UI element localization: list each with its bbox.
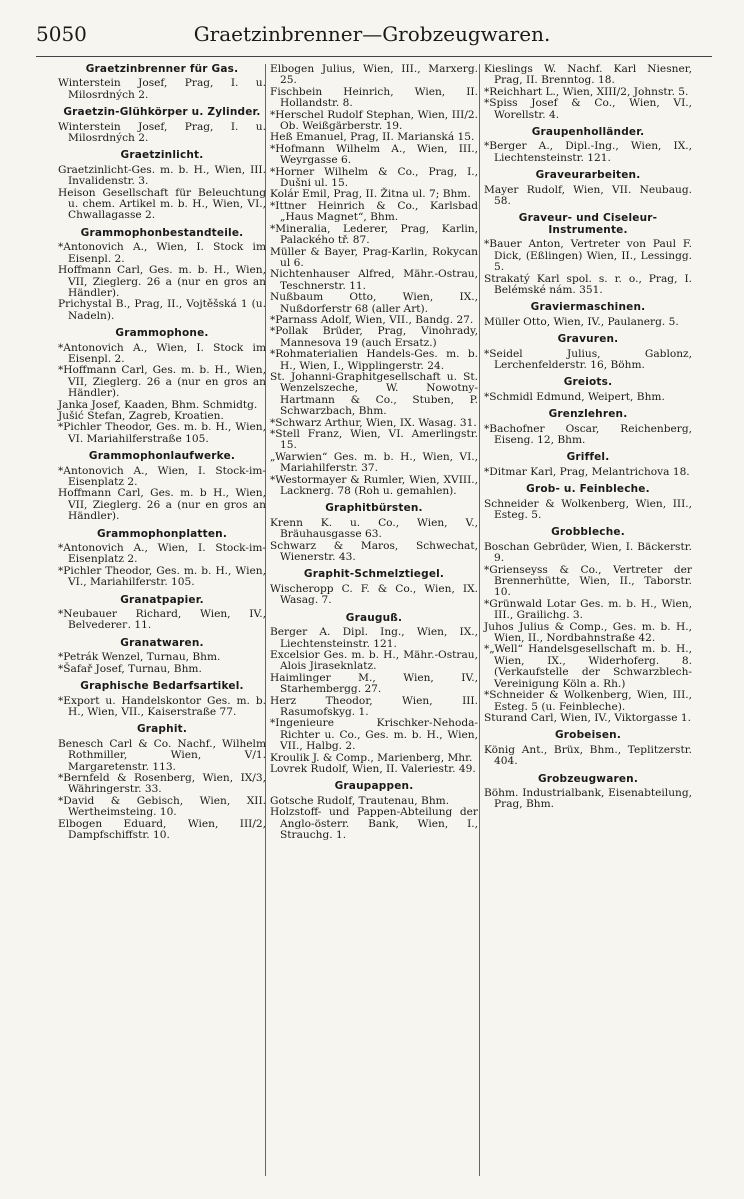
section-heading: Grobeisen. [554,729,622,742]
directory-entry: *Schwarz Arthur, Wien, IX. Wasag. 31. [270,416,477,429]
column-1 [58,64,266,841]
directory-entry: Herz Theodor, Wien, III. Rasumofskyg. 1. [270,694,478,718]
section-heading: Grob- u. Feinbleche. [526,483,650,496]
section-heading: Graphit. [136,723,188,736]
directory-entry: St. Johanni-Graphitgesellschaft u. St. Wenzelszeche, W. Nowotny-Hartmann & Co., Stuben, P. Schwarzbach, Bhm. [270,370,478,418]
section-heading: Grammophone. [115,327,209,340]
directory-entry: *Hofmann Wilhelm A., Wien, III., Weyrgasse 6. [270,142,478,167]
section-heading: Graetzin-Glühkörper u. Zylinder. [63,106,261,119]
section-heading: Graphitbürsten. [325,502,423,515]
directory-entry: *Antonovich A., Wien, I. Stock im Eisenpl. 2. [58,241,266,265]
directory-entry: *Horner Wilhelm & Co., Prag, I., Dušni ul. 15. [270,165,478,190]
section-heading: Graupenholländer. [531,126,645,139]
directory-entry: *Grienseyss & Co., Vertreter der Brennerhütte, Wien, II., Taborstr. 10. [484,563,692,599]
directory-entry: „Warwien“ Ges. m. b. H., Wien, VI., Mariahilferstr. 37. [270,450,478,475]
directory-entry: Mayer Rudolf, Wien, VII. Neubaug. 58. [484,183,692,208]
directory-entry: Wischeropp C. F. & Co., Wien, IX. Wasag. 7. [270,582,478,607]
directory-entry: Heß Emanuel, Prag, II. Marianská 15. [270,131,475,144]
directory-entry: Sturand Carl, Wien, IV., Viktorgasse 1. [484,711,691,724]
directory-entry: *Ingenieure Krischker-Nehoda-Richter u. Co., Ges. m. b. H., Wien, VII., Halbg. 2. [270,717,478,753]
directory-entry: Strakatý Karl spol. s. r. o., Prag, I. Belémské nám. 351. [484,272,692,296]
section-heading: Grammophonbestandteile. [80,226,244,239]
directory-entry: *Schmidl Edmund, Weipert, Bhm. [484,390,665,403]
directory-entry: Winterstein Josef, Prag, I. u. Milosrdných 2. [58,120,266,145]
directory-entry: Juhos Julius & Comp., Ges. m. b. H., Wien, II., Nordbahnstraße 42. [484,620,692,645]
directory-entry: *Reichhart L., Wien, XIII/2, Johnstr. 5. [484,85,689,98]
section-heading: Grammophonlaufwerke. [88,450,236,463]
directory-entry: Graetzinlicht-Ges. m. b. H., Wien, III. Invalidenstr. 3. [58,163,266,188]
section-heading: Graupappen. [334,780,414,793]
directory-entry: Krenn K. u. Co., Wien, V., Bräuhausgasse 63. [270,516,478,541]
directory-entry: *Pichler Theodor, Ges. m. b. H., Wien, VI. Mariahilferstraße 105. [58,421,266,445]
directory-entry: *Bernfeld & Rosenberg, Wien, IX/3, Währingerstr. 33. [58,771,266,796]
section-heading: Graphit-Schmelztiegel. [303,568,445,581]
directory-entry: Prichystal B., Prag, II., Vojtěšská 1 (u. Nadeln). [58,298,266,322]
directory-entry: *Neubauer Richard, Wien, IV., Belvederег. 11. [58,608,266,632]
section-heading: Grammophonplatten. [96,527,228,540]
directory-entry: Heison Gesellschaft für Beleuchtung u. chem. Artikel m. b. H., Wien, VI., Chwallagasse 2. [58,186,266,222]
directory-entry: Janka Josef, Kaaden, Bhm. Schmidtg. [58,398,258,411]
directory-entry: *Export u. Handelskontor Ges. m. b. H., Wien, VII., Kaiserstraße 77. [58,694,266,718]
directory-entry: Haimlinger M., Wien, IV., Starhembergg. 27. [270,671,478,696]
directory-entry: *Hoffmann Carl, Ges. m. b. H., Wien, VII, Zieglerg. 26 a (nur en gros an Händler). [58,364,266,400]
directory-entry: *Rohmaterialien Handels-Ges. m. b. H., Wien, I., Wipplingerstr. 24. [270,348,478,372]
directory-entry: *Seidel Julius, Gablonz, Lerchenfelderstr. 16, Böhm. [484,347,692,371]
section-heading: Graphische Bedarfsartikel. [80,680,244,693]
directory-entry: König Ant., Brüx, Bhm., Teplitzerstr. 404. [484,743,692,768]
directory-entry: *Grünwald Lotar Ges. m. b. H., Wien, III., Grailichg. 3. [484,597,692,622]
directory-entry: Müller & Bayer, Prag-Karlin, Rokycan ul 6. [270,245,478,269]
section-heading: Grobzeugwaren. [537,772,639,785]
header-rule [36,56,712,57]
directory-entry: *Parnass Adolf, Wien, VII., Bandg. 27. [270,313,474,326]
section-heading: Graetzinbrenner für Gas. [85,63,239,75]
section-heading: Graviermaschinen. [530,301,646,314]
directory-entry: *Bauer Anton, Vertreter von Paul F. Dick, (Eßlingen) Wien, II., Lessingg. 5. [484,238,692,274]
directory-entry: *Antonovich A., Wien, I. Stock im Eisenpl. 2. [58,341,266,365]
page-number: 5050 [36,22,87,46]
directory-entry: *Berger A., Dipl.-Ing., Wien, IX., Liechtensteinstr. 121. [484,140,692,164]
directory-entry: Hoffmann Carl, Ges. m. b H., Wien, VII, Zieglerg. 26 a (nur en gros an Händler). [58,487,266,523]
directory-entry: Hoffmann Carl, Ges. m. b. H., Wien, VII, Zieglerg. 26 a (nur en gros an Händler). [58,264,266,299]
column-2 [270,64,478,841]
directory-entry: Berger A. Dipl. Ing., Wien, IX., Liechtensteinstr. 121. [270,626,478,650]
directory-entry: Böhm. Industrialbank, Eisenabteilung, Prag, Bhm. [484,786,692,811]
directory-entry: Jušić Stefan, Zagreb, Kroatien. [58,409,224,422]
directory-entry: Schwarz & Maros, Schwechat, Wienerstr. 43. [270,539,478,564]
directory-entry: Elbogen Eduard, Wien, III/2, Dampfschiffstr. 10. [58,817,266,841]
section-heading: Graveur- und Ciseleur-Instrumente. [518,212,658,236]
directory-entry: *Antonovich A., Wien, I. Stock-im-Eisenplatz 2. [58,542,266,566]
directory-entry: Excelsior Ges. m. b. H., Mähr.-Ostrau, Alois Jiraseknlatz. [270,648,478,673]
section-heading: Granatpapier. [120,593,204,606]
directory-entry: Fischbein Heinrich, Wien, II. Hollandstr. 8. [270,85,478,110]
directory-entry: *Šafař Josef, Turnau, Bhm. [58,662,202,675]
directory-entry: Nußbaum Otto, Wien, IX., Nußdorferstr 68 (aller Art). [270,291,478,315]
directory-entry: Benesch Carl & Co. Nachf., Wilhelm Rothmiller, Wien, V/1. Margaretenstr. 113. [58,737,266,773]
directory-entry: Elbogen Julius, Wien, III., Marxerg. 25. [270,63,478,87]
directory-entry: Gotsche Rudolf, Trautenau, Bhm. [270,794,450,807]
directory-entry: *Petrák Wenzel, Turnau, Bhm. [58,651,221,664]
directory-entry: *Spiss Josef & Co., Wien, VI., Worellstr. 4. [484,97,692,121]
section-heading: Grauguß. [345,611,403,624]
section-heading: Granatwaren. [120,636,204,649]
directory-entry: Nichtenhauser Alfred, Mähr.-Ostrau, Teschnerstr. 11. [270,268,478,292]
directory-entry: Kieslings W. Nachf. Karl Niesner, Prag, II. Brenntog. 18. [484,63,692,87]
section-heading: Grenzlehren. [548,408,628,421]
directory-entry: Holzstoff- und Pappen-Abteilung der Anglo-österr. Bank, Wien, I., Strauchg. 1. [270,806,478,841]
section-heading: Graetzinlicht. [120,149,204,162]
directory-entry: *Ditmar Karl, Prag, Melantrichova 18. [484,465,690,478]
directory-entry: *Bachofner Oscar, Reichenberg, Eiseng. 12, Bhm. [484,422,692,446]
directory-entry: *Schneider & Wolkenberg, Wien, III., Esteg. 5 (u. Feinbleche). [484,689,692,713]
directory-entry: Kolár Emil, Prag, II. Žitna ul. 7; Bhm. [270,188,471,201]
section-heading: Griffel. [566,451,610,464]
directory-entry: *„Well“ Handelsgesellschaft m. b. H., Wien, IX., Widerhoferg. 8. (Verkaufstelle der Schwarzblech-Vereinigung Köln a. Rh.) [484,643,692,690]
directory-entry: *Antonovich A., Wien, I. Stock-im-Eisenplatz 2. [58,464,266,488]
directory-entry: *Pollak Brüder, Prag, Vinohrady, Mannesova 19 (auch Ersatz.) [270,325,478,349]
directory-entry: Boschan Gebrüder, Wien, I. Bäckerstr. 9. [484,540,692,565]
directory-entry: *Westormayer & Rumler, Wien, XVIII., Lacknerg. 78 (Roh u. gemahlen). [270,473,478,498]
column-divider-2 [479,64,480,1176]
page-header [30,18,714,48]
directory-entry: Winterstein Josef, Prag, I. u. Milosrdných 2. [58,77,266,101]
directory-entry: Müller Otto, Wien, IV., Paulanerg. 5. [484,315,679,328]
section-heading: Graveurarbeiten. [535,169,641,182]
directory-entry: *Pichler Theodor, Ges. m. b. H., Wien, VI., Mariahilferstr. 105. [58,564,266,589]
section-heading: Greiots. [563,376,613,389]
section-heading: Gravuren. [557,333,619,346]
directory-entry: *David & Gebisch, Wien, XII. Wertheimsteing. 10. [58,794,266,819]
column-3 [484,64,692,811]
directory-entry: Lovrek Rudolf, Wien, II. Valeriestr. 49. [270,762,476,775]
directory-entry: *Ittner Heinrich & Co., Karlsbad „Haus Magnet“, Bhm. [270,199,478,224]
directory-entry: Kroulik J. & Comp., Marienberg, Mhr. [270,751,473,764]
page-title: Graetzinbrenner—Grobzeugwaren. [193,22,551,46]
directory-entry: *Herschel Rudolf Stephan, Wien, III/2. Ob. Weißgärberstr. 19. [270,108,478,133]
directory-entry: Schneider & Wolkenberg, Wien, III., Esteg. 5. [484,497,692,521]
directory-entry: *Mineralia, Lederer, Prag, Karlin, Palackého tř. 87. [270,222,478,247]
directory-entry: *Stell Franz, Wien, VI. Amerlingstr. 15. [270,428,478,452]
section-heading: Grobbleche. [551,526,625,539]
